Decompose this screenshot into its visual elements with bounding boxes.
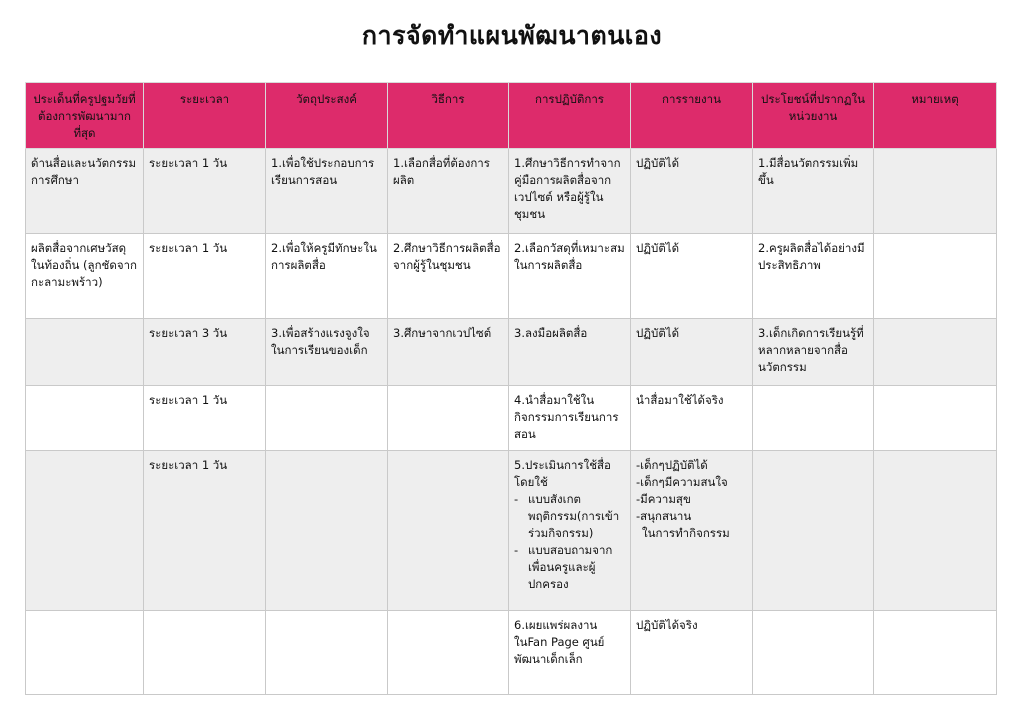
report-line: -เด็กๆมีความสนใจ — [636, 475, 728, 489]
cell-method: 1.เลือกสื่อที่ต้องการผลิต — [388, 149, 509, 234]
cell-note — [874, 234, 997, 319]
list-item: - แบบสอบถามจากเพื่อนครูและผู้ปกครอง — [514, 543, 613, 591]
cell-report: ปฏิบัติได้จริง — [631, 611, 753, 695]
cell-duration: ระยะเวลา 1 วัน — [144, 234, 266, 319]
header-method: วิธีการ — [388, 83, 509, 149]
header-duration: ระยะเวลา — [144, 83, 266, 149]
cell-topic: ผลิตสื่อจากเศษวัสดุในท้องถิ่น (ลูกชัดจากกะลามะพร้าว) — [26, 234, 144, 319]
cell-objective: 1.เพื่อใช้ประกอบการเรียนการสอน — [266, 149, 388, 234]
cell-practice: 1.ศึกษาวิธีการทำจากคู่มือการผลิตสื่อจากเวปไซต์ หรือผู้รู้ในชุมชน — [509, 149, 631, 234]
cell-topic — [26, 319, 144, 386]
cell-benefit — [753, 386, 874, 451]
cell-objective — [266, 451, 388, 611]
page-title: การจัดทำแผนพัฒนาตนเอง — [361, 21, 663, 50]
header-topic: ประเด็นที่ครูปฐมวัยที่ต้องการพัฒนามากที่สุด — [26, 83, 144, 149]
cell-method: 3.ศึกษาจากเวปไซต์ — [388, 319, 509, 386]
cell-report — [631, 451, 753, 611]
table-row — [26, 149, 997, 234]
cell-objective — [266, 386, 388, 451]
report-line: -เด็กๆปฏิบัติได้ — [636, 458, 708, 472]
cell-practice — [509, 451, 631, 611]
list-item: - แบบสังเกตพฤติกรรม(การเข้าร่วมกิจกรรม) — [514, 492, 620, 540]
cell-method — [388, 386, 509, 451]
table-row — [26, 234, 997, 319]
report-line: -มีความสุข — [636, 492, 691, 506]
header-objective: วัตถุประสงค์ — [266, 83, 388, 149]
report-line: ในการทำกิจกรรม — [642, 526, 730, 540]
practice-bullet-list — [514, 491, 625, 593]
report-line: -สนุกสนาน — [636, 509, 692, 523]
cell-report: ปฏิบัติได้ — [631, 319, 753, 386]
cell-note — [874, 611, 997, 695]
bullet-text: แบบสอบถามจากเพื่อนครูและผู้ปกครอง — [528, 543, 613, 591]
cell-benefit: 1.มีสื่อนวัตกรรมเพิ่มขึ้น — [753, 149, 874, 234]
cell-method: 2.ศึกษาวิธีการผลิตสื่อจากผู้รู้ในชุมชน — [388, 234, 509, 319]
cell-duration: ระยะเวลา 3 วัน — [144, 319, 266, 386]
table-header-row — [26, 83, 997, 149]
cell-benefit — [753, 451, 874, 611]
header-benefit: ประโยชน์ที่ปรากฏในหน่วยงาน — [753, 83, 874, 149]
cell-practice: 2.เลือกวัสดุที่เหมาะสม ในการผลิตสื่อ — [509, 234, 631, 319]
cell-objective — [266, 611, 388, 695]
cell-note — [874, 319, 997, 386]
cell-practice: 4.นำสื่อมาใช้ในกิจกรรมการเรียนการสอน — [509, 386, 631, 451]
practice-text: 5.ประเมินการใช้สื่อโดยใช้ — [514, 458, 611, 489]
cell-benefit: 2.ครูผลิตสื่อได้อย่างมีประสิทธิภาพ — [753, 234, 874, 319]
cell-duration: ระยะเวลา 1 วัน — [144, 386, 266, 451]
cell-topic: ด้านสื่อและนวัตกรรมการศึกษา — [26, 149, 144, 234]
cell-duration — [144, 611, 266, 695]
cell-topic — [26, 611, 144, 695]
cell-practice: 3.ลงมือผลิตสื่อ — [509, 319, 631, 386]
table-row — [26, 451, 997, 611]
cell-method — [388, 611, 509, 695]
table-row — [26, 319, 997, 386]
cell-note — [874, 451, 997, 611]
cell-objective: 3.เพื่อสร้างแรงจูงใจในการเรียนของเด็ก — [266, 319, 388, 386]
cell-benefit — [753, 611, 874, 695]
cell-objective: 2.เพื่อให้ครูมีทักษะในการผลิตสื่อ — [266, 234, 388, 319]
cell-topic — [26, 451, 144, 611]
cell-benefit: 3.เด็กเกิดการเรียนรู้ที่หลากหลายจากสื่อนวัตกรรม — [753, 319, 874, 386]
header-practice: การปฏิบัติการ — [509, 83, 631, 149]
header-note: หมายเหตุ — [874, 83, 997, 149]
bullet-text: แบบสังเกตพฤติกรรม(การเข้าร่วมกิจกรรม) — [528, 492, 620, 540]
development-plan-table — [25, 82, 997, 695]
table-row — [26, 611, 997, 695]
cell-practice: 6.เผยแพร่ผลงานในFan Page ศูนย์พัฒนาเด็กเล็ก — [509, 611, 631, 695]
cell-note — [874, 149, 997, 234]
cell-report: ปฏิบัติได้ — [631, 234, 753, 319]
cell-duration: ระยะเวลา 1 วัน — [144, 149, 266, 234]
table-row — [26, 386, 997, 451]
header-report: การรายงาน — [631, 83, 753, 149]
cell-report: นำสื่อมาใช้ได้จริง — [631, 386, 753, 451]
cell-note — [874, 386, 997, 451]
cell-topic — [26, 386, 144, 451]
cell-report: ปฏิบัติได้ — [631, 149, 753, 234]
cell-duration: ระยะเวลา 1 วัน — [144, 451, 266, 611]
cell-method — [388, 451, 509, 611]
